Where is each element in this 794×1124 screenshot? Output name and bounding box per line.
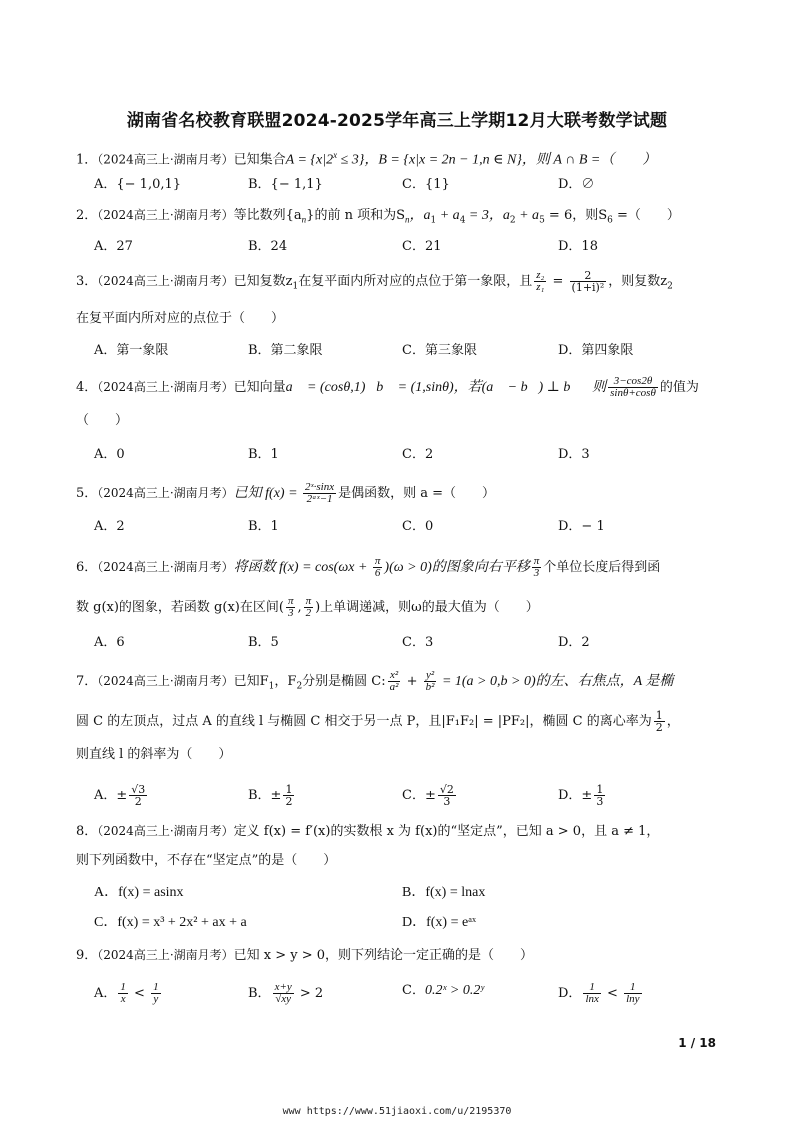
option-d: D．− 1 <box>558 519 605 534</box>
question-5: 5．（2024高三上·湖南月考）已知 f(x) = $\frac{\text{2ˣ·sinx}}{\text{2ᵃˣ−1}}$ 是偶函数，则 a =（ ） <box>76 481 496 505</box>
question-4: 4．（2024高三上·湖南月考）已知向量a⃗ = (cosθ,1)，b⃗ = (1,sinθ)，若(a⃗ − b⃗) ⊥ b⃗，则 $\frac{3-\cos 2\theta}{\sin\theta+\cos\theta}$ 的值为 <box>76 375 699 399</box>
option-a: A．6 <box>94 635 125 650</box>
question-6: 6．（2024高三上·湖南月考）将函数 f(x) = cos(ωx + $\frac{\pi}{6}$ )(ω > 0)的图象向右平移 $\frac{\pi}{3}$ 个单位长度后得到函 <box>76 555 661 579</box>
fraction: $\frac{\text{y²}}{\text{b²}}$ <box>425 669 435 693</box>
option-d: D． $\frac{1}{\ln x}$ < $\frac{1}{\ln y}$ <box>558 981 640 1005</box>
option-c: C．0.2ˣ > 0.2ʸ <box>402 983 484 998</box>
option-c: C．3 <box>402 635 434 650</box>
fraction: $\frac{\text{x²}}{\text{a²}}$ <box>389 669 399 693</box>
question-8-line-2: 则下列函数中，不存在“坚定点”的是（ ） <box>76 853 337 868</box>
fraction: $\frac{\pi}{6}$ <box>374 555 381 579</box>
page-title: 湖南省名校教育联盟2024-2025学年高三上学期12月大联考数学试题 <box>126 111 668 131</box>
question-4-line-2: （ ） <box>76 413 129 428</box>
option-c: C．f(x) = x³ + 2x² + ax + a <box>94 915 247 930</box>
question-9: 9．（2024高三上·湖南月考）已知 x > y > 0，则下列结论一定正确的是（ ） <box>76 948 534 963</box>
fraction: $\frac{2}{\text{(1+i)²}}$ <box>571 269 605 294</box>
option-a: A．f(x) = asinx <box>94 885 184 900</box>
option-d: D．∅ <box>558 177 595 192</box>
question-6-line-2: 数 g(x)的图象，若函数 g(x)在区间( $\frac{\pi}{3}$ , $\frac{\pi}{2}$ )上单调递减，则ω的最大值为（ ） <box>76 595 539 619</box>
option-a: A．± $\frac{√3}{2}$ <box>94 783 146 808</box>
fraction: $\frac{\text{2ˣ·sinx}}{\text{2ᵃˣ−1}}$ <box>305 481 335 505</box>
option-b: B．1 <box>248 447 279 462</box>
question-1: 1．（2024高三上·湖南月考）已知集合$A = \{x|2^x \le 3\}$，B = {x|x = 2n − 1,n ∈ N}，则 A ∩ B =（ ） <box>76 150 657 168</box>
option-c: C．± $\frac{√2}{3}$ <box>402 783 454 808</box>
fraction: $\frac{\pi}{3}$ <box>287 595 294 619</box>
option-d: D．第四象限 <box>558 343 634 358</box>
fraction: $\frac{\pi}{3}$ <box>533 555 540 579</box>
question-7-line-3: 则直线 l 的斜率为（ ） <box>76 747 232 762</box>
option-b: B．{− 1,1} <box>248 177 323 192</box>
option-c: C．0 <box>402 519 434 534</box>
option-a: A．0 <box>94 447 125 462</box>
option-d: D．3 <box>558 447 590 462</box>
fraction: $\frac{\text{z₂}}{\text{z₁}}$ <box>536 269 545 293</box>
option-b: B． $\frac{x+y}{√xy}$ > 2 <box>248 981 324 1005</box>
option-b: B．f(x) = lnax <box>402 885 486 900</box>
option-a: A．{− 1,0,1} <box>94 177 182 192</box>
option-d: D．18 <box>558 239 598 254</box>
fraction: $\frac{3-\cos 2\theta}{\sin\theta+\cos\theta}$ <box>610 375 656 399</box>
option-c: C．第三象限 <box>402 343 477 358</box>
option-a: A． $\frac{1}{x}$ < $\frac{1}{y}$ <box>94 981 159 1005</box>
option-b: B．24 <box>248 239 288 254</box>
option-a: A．27 <box>94 239 133 254</box>
page-number: 1 / 18 <box>678 1036 716 1050</box>
footer-link[interactable]: www https://www.51jiaoxi.com/u/2195370 <box>282 1106 512 1117</box>
question-8: 8．（2024高三上·湖南月考）定义 f(x) = f′(x)的实数根 x 为 f(x)的“坚定点”，已知 a > 0，且 a ≠ 1， <box>76 824 660 839</box>
option-d: D．f(x) = eᵃˣ <box>402 915 477 930</box>
option-b: B．1 <box>248 519 279 534</box>
fraction: $\frac{\pi}{2}$ <box>305 595 312 619</box>
question-7: 7．（2024高三上·湖南月考）已知$F_1$，$F_2$分别是椭圆 C: $\frac{\text{x²}}{\text{a²}}$ + $\frac{\text{y²}}{\text{b²}}$ = 1(a > 0,b > 0)的左、右焦点，A 是椭 <box>76 669 674 693</box>
option-b: B．第二象限 <box>248 343 323 358</box>
option-a: A．2 <box>94 519 125 534</box>
fraction: $\frac{1}{2}$ <box>655 709 663 734</box>
question-2: 2．（2024高三上·湖南月考）等比数列$\{a_n\}$的前 n 项和为$S_n$，$a_1 + a_4 = 3$，$a_2 + a_5 = 6$，则$S_6$ =（ ） <box>76 208 680 226</box>
question-3-line-2: 在复平面内所对应的点位于（ ） <box>76 311 285 326</box>
option-b: B．5 <box>248 635 279 650</box>
option-d: D．2 <box>558 635 590 650</box>
question-3: 3．（2024高三上·湖南月考）已知复数$z_1$在复平面内所对应的点位于第一象限，且 $\frac{\text{z₂}}{\text{z₁}}$ = $\frac{2}{\text{(1+i)²}}$ ，则复数$z_2$ <box>76 269 673 294</box>
option-b: B．± $\frac{1}{2}$ <box>248 783 293 808</box>
question-7-line-2: 圆 C 的左顶点，过点 A 的直线 l 与椭圆 C 相交于另一点 P，且|F₁F₂| = |PF₂|，椭圆 C 的离心率为 $\frac{1}{2}$ ， <box>76 709 680 734</box>
option-c: C．21 <box>402 239 442 254</box>
option-a: A．第一象限 <box>94 343 169 358</box>
option-c: C．2 <box>402 447 434 462</box>
option-d: D．± $\frac{1}{3}$ <box>558 783 604 808</box>
option-c: C．{1} <box>402 177 450 192</box>
